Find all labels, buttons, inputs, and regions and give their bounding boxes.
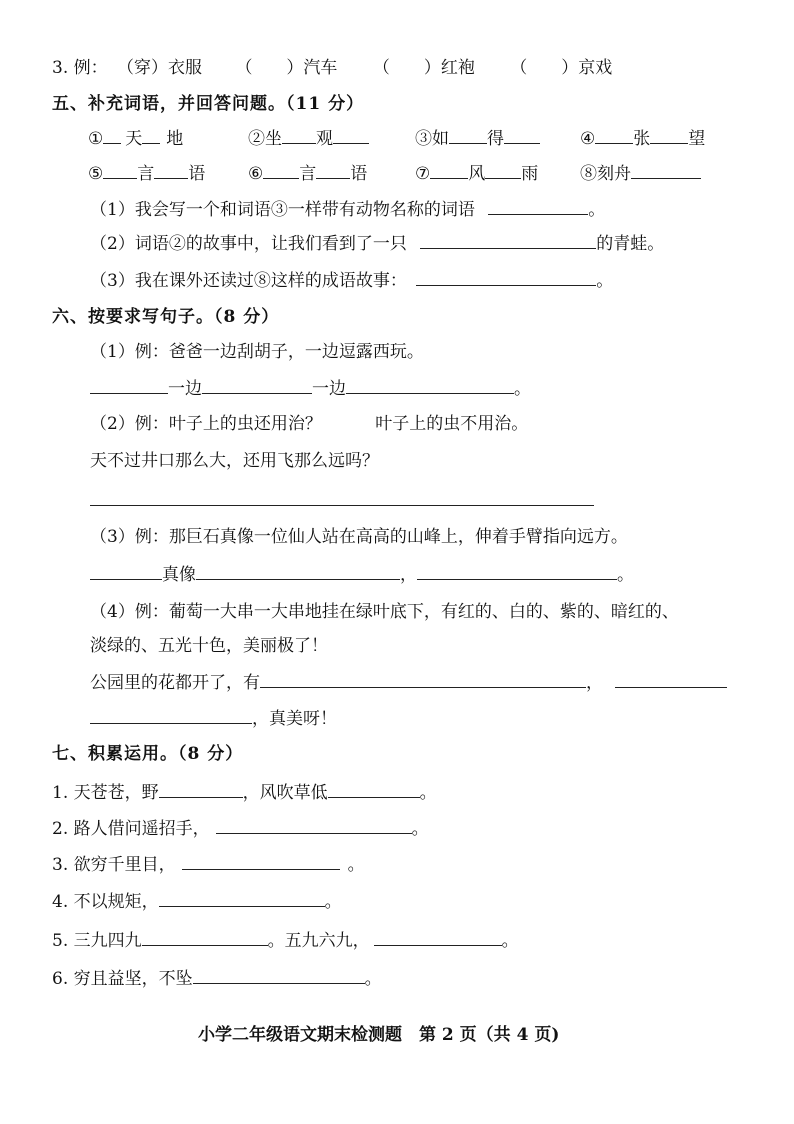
section-7-heading: 七、积累运用。（8 分） bbox=[52, 744, 244, 764]
answer-blank[interactable] bbox=[193, 966, 365, 984]
answer-blank[interactable] bbox=[159, 780, 243, 798]
sec6-ex4-question: 公园里的花都开了，有 ， bbox=[90, 670, 727, 695]
answer-blank[interactable] bbox=[196, 562, 400, 580]
word-blank[interactable] bbox=[333, 126, 369, 144]
q3-item: （ ）京戏 bbox=[510, 58, 613, 78]
answer-blank[interactable] bbox=[416, 268, 596, 286]
sec5-q2: （2）词语②的故事中，让我们看到了一只 的青蛙。 bbox=[90, 231, 664, 256]
word-blank[interactable] bbox=[631, 161, 701, 179]
section-5-heading: 五、补充词语，并回答问题。（11 分） bbox=[52, 94, 365, 114]
word-blank[interactable] bbox=[142, 126, 160, 144]
q3-item: （穿）衣服 bbox=[117, 58, 203, 78]
q3-label: 3. 例： bbox=[52, 58, 108, 78]
answer-blank[interactable] bbox=[182, 852, 340, 870]
answer-blank[interactable] bbox=[346, 376, 514, 394]
word-blank[interactable] bbox=[485, 161, 521, 179]
word-blank[interactable] bbox=[282, 126, 316, 144]
sec6-ex3: （3）例：那巨石真像一位仙人站在高高的山峰上，伸着手臂指向远方。 bbox=[90, 527, 628, 547]
word-blank[interactable] bbox=[263, 161, 299, 179]
sec5-q1: （1）我会写一个和词语③一样带有动物名称的词语 。 bbox=[90, 197, 605, 222]
answer-blank[interactable] bbox=[374, 928, 502, 946]
word-item: ②坐 观 bbox=[248, 126, 369, 151]
answer-blank[interactable] bbox=[328, 780, 420, 798]
sec6-ex2: （2）例：叶子上的虫还用治？ 叶子上的虫不用治。 bbox=[90, 414, 529, 434]
sec5-q3: （3）我在课外还读过⑧这样的成语故事： 。 bbox=[90, 268, 613, 293]
sec6-ex4: （4）例：葡萄一大串一大串地挂在绿叶底下，有红的、白的、紫的、暗红的、 bbox=[90, 602, 679, 622]
word-blank[interactable] bbox=[504, 126, 540, 144]
answer-line[interactable] bbox=[90, 505, 594, 506]
page-footer: 小学二年级语文期末检测题 第 2 页（共 4 页) bbox=[198, 1025, 560, 1045]
sec6-ex4-cont: 淡绿的、五光十色，美丽极了！ bbox=[90, 636, 328, 656]
answer-blank[interactable] bbox=[260, 670, 586, 688]
word-blank[interactable] bbox=[154, 161, 188, 179]
word-row-2 bbox=[88, 161, 728, 185]
word-item: ⑦ 风 雨 bbox=[415, 161, 538, 186]
word-item: ④ 张 望 bbox=[580, 126, 705, 151]
q3-line bbox=[52, 56, 612, 80]
word-blank[interactable] bbox=[430, 161, 468, 179]
word-blank[interactable] bbox=[650, 126, 688, 144]
q3-item: （ ）红袍 bbox=[372, 58, 475, 78]
answer-blank[interactable] bbox=[615, 670, 727, 688]
answer-blank[interactable] bbox=[488, 197, 588, 215]
sec6-ex2-question: 天不过井口那么大，还用飞那么远吗？ bbox=[90, 451, 379, 471]
poem-line-3: 3. 欲穷千里目， 。 bbox=[52, 852, 365, 877]
word-blank[interactable] bbox=[449, 126, 487, 144]
sec6-ex1-answer: 一边 一边 。 bbox=[90, 376, 531, 401]
word-blank[interactable] bbox=[103, 161, 137, 179]
poem-line-1: 1. 天苍苍，野 ，风吹草低 。 bbox=[52, 780, 437, 805]
sec6-ex4-answer: ，真美呀！ bbox=[90, 706, 337, 731]
sec6-ex3-answer: 真像 ， 。 bbox=[90, 562, 634, 587]
word-blank[interactable] bbox=[316, 161, 350, 179]
poem-line-4: 4. 不以规矩， 。 bbox=[52, 889, 342, 914]
word-item: ⑧刻舟 bbox=[580, 161, 701, 186]
word-item: ⑤ 言 语 bbox=[88, 161, 205, 186]
answer-blank[interactable] bbox=[417, 562, 617, 580]
word-blank[interactable] bbox=[103, 126, 121, 144]
word-blank[interactable] bbox=[595, 126, 633, 144]
answer-blank[interactable] bbox=[90, 562, 162, 580]
answer-blank[interactable] bbox=[159, 889, 325, 907]
poem-line-6: 6. 穷且益坚，不坠 。 bbox=[52, 966, 382, 991]
word-item: ⑥ 言 语 bbox=[248, 161, 367, 186]
answer-blank[interactable] bbox=[90, 706, 252, 724]
word-row-1 bbox=[88, 126, 728, 150]
answer-blank[interactable] bbox=[90, 376, 168, 394]
q3-item: （ ）汽车 bbox=[235, 58, 338, 78]
poem-line-2: 2. 路人借问遥招手， 。 bbox=[52, 816, 429, 841]
answer-blank[interactable] bbox=[216, 816, 412, 834]
word-item: ③如 得 bbox=[415, 126, 540, 151]
poem-line-5: 5. 三九四九 。五九六九， 。 bbox=[52, 928, 519, 953]
answer-blank[interactable] bbox=[420, 231, 596, 249]
answer-blank[interactable] bbox=[142, 928, 268, 946]
answer-blank[interactable] bbox=[202, 376, 312, 394]
word-item: ① 天 地 bbox=[88, 126, 183, 151]
section-6-heading: 六、按要求写句子。（8 分） bbox=[52, 307, 280, 327]
sec6-ex1: （1）例：爸爸一边刮胡子，一边逗露西玩。 bbox=[90, 342, 424, 362]
